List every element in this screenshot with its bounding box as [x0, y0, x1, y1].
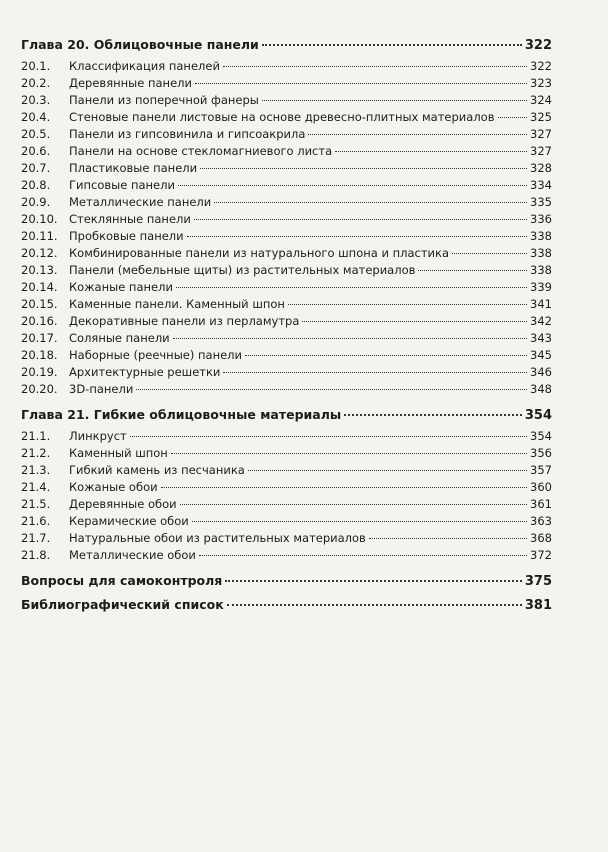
- toc-section-row: [21, 92, 552, 109]
- section-number: 20.15.: [21, 297, 58, 311]
- toc-section-row: [21, 58, 552, 75]
- section-number: 21.8.: [21, 548, 51, 562]
- dot-leader: [498, 117, 528, 118]
- section-number: 20.11.: [21, 229, 58, 243]
- section-number: 20.2.: [21, 76, 51, 90]
- section-title: Линкруст: [69, 429, 127, 443]
- dot-leader: [452, 253, 527, 254]
- section-number: 20.18.: [21, 348, 58, 362]
- toc-section-row: [21, 296, 552, 313]
- section-page-number: 372: [530, 548, 552, 562]
- dot-leader: [192, 521, 527, 522]
- section-page-number: 324: [530, 93, 552, 107]
- section-title: Керамические обои: [69, 514, 189, 528]
- dot-leader: [130, 436, 527, 437]
- toc-section-row: [21, 462, 552, 479]
- toc-section-row: [21, 479, 552, 496]
- section-number: 21.3.: [21, 463, 51, 477]
- dot-leader: [194, 219, 527, 220]
- section-page-number: 354: [530, 429, 552, 443]
- dot-leader: [225, 580, 522, 582]
- section-title: Кожаные обои: [69, 480, 158, 494]
- section-number: 21.6.: [21, 514, 51, 528]
- toc-section-row: [21, 530, 552, 547]
- toc-section-row: [21, 330, 552, 347]
- section-page-number: 327: [530, 127, 552, 141]
- dot-leader: [227, 604, 522, 606]
- dot-leader: [176, 287, 527, 288]
- section-number: 21.7.: [21, 531, 51, 545]
- section-number: 20.20.: [21, 382, 58, 396]
- section-title: Декоративные панели из перламутра: [69, 314, 300, 328]
- toc-section-row: [21, 381, 552, 398]
- toc-section-row: [21, 513, 552, 530]
- chapter-title: Глава 20. Облицовочные панели: [21, 37, 259, 52]
- section-number: 20.6.: [21, 144, 51, 158]
- toc-section-row: [21, 126, 552, 143]
- section-title: Стеклянные панели: [69, 212, 191, 226]
- section-number: 20.8.: [21, 178, 51, 192]
- table-of-contents: [21, 34, 552, 616]
- section-number: 20.14.: [21, 280, 58, 294]
- section-page-number: 363: [530, 514, 552, 528]
- section-page-number: 328: [530, 161, 552, 175]
- section-page-number: 338: [530, 263, 552, 277]
- toc-section-row: [21, 245, 552, 262]
- section-page-number: 342: [530, 314, 552, 328]
- toc-section-row: [21, 428, 552, 445]
- toc-section-row: [21, 547, 552, 564]
- section-title: Наборные (реечные) панели: [69, 348, 242, 362]
- section-number: 21.5.: [21, 497, 51, 511]
- section-page-number: 346: [530, 365, 552, 379]
- toc-section-row: [21, 177, 552, 194]
- section-page-number: 356: [530, 446, 552, 460]
- chapter-21-sections: [21, 428, 552, 564]
- section-number: 21.2.: [21, 446, 51, 460]
- dot-leader: [171, 453, 527, 454]
- section-page-number: 343: [530, 331, 552, 345]
- section-number: 20.17.: [21, 331, 58, 345]
- section-page-number: 348: [530, 382, 552, 396]
- section-title: Пластиковые панели: [69, 161, 198, 175]
- toc-section-row: [21, 194, 552, 211]
- dot-leader: [136, 389, 527, 390]
- section-number: 20.9.: [21, 195, 51, 209]
- toc-section-row: [21, 496, 552, 513]
- section-page-number: 327: [530, 144, 552, 158]
- section-title: Соляные панели: [69, 331, 170, 345]
- section-title: Деревянные обои: [69, 497, 177, 511]
- toc-section-row: [21, 143, 552, 160]
- section-number: 20.12.: [21, 246, 58, 260]
- toc-section-row: [21, 364, 552, 381]
- dot-leader: [308, 134, 527, 135]
- section-page-number: 335: [530, 195, 552, 209]
- toc-section-row: [21, 445, 552, 462]
- section-title: Металлические панели: [69, 195, 212, 209]
- section-title: Пробковые панели: [69, 229, 184, 243]
- toc-chapter-20: [21, 34, 552, 56]
- section-page-number: 361: [530, 497, 552, 511]
- section-title: Натуральные обои из растительных материалов: [69, 531, 366, 545]
- dot-leader: [418, 270, 527, 271]
- section-page-number: 345: [530, 348, 552, 362]
- chapter-page-number: 322: [524, 38, 552, 53]
- section-page-number: 334: [530, 178, 552, 192]
- dot-leader: [369, 538, 527, 539]
- dot-leader: [173, 338, 527, 339]
- dot-leader: [302, 321, 527, 322]
- section-title: Каменный шпон: [69, 446, 168, 460]
- chapter-20-sections: [21, 58, 552, 398]
- section-page-number: 341: [530, 297, 552, 311]
- bibliography-page-number: 381: [524, 598, 552, 613]
- section-number: 20.19.: [21, 365, 58, 379]
- section-number: 20.7.: [21, 161, 51, 175]
- section-title: Металлические обои: [69, 548, 196, 562]
- section-page-number: 336: [530, 212, 552, 226]
- section-title: Гипсовые панели: [69, 178, 175, 192]
- section-number: 20.1.: [21, 59, 51, 73]
- section-page-number: 338: [530, 229, 552, 243]
- section-title: 3D-панели: [69, 382, 134, 396]
- dot-leader: [248, 470, 527, 471]
- section-title: Панели на основе стекломагниевого листа: [69, 144, 333, 158]
- section-title: Стеновые панели листовые на основе древесно-плитных материалов: [69, 110, 495, 124]
- dot-leader: [288, 304, 527, 305]
- toc-section-row: [21, 160, 552, 177]
- dot-leader: [245, 355, 527, 356]
- section-page-number: 323: [530, 76, 552, 90]
- dot-leader: [187, 236, 527, 237]
- section-page-number: 322: [530, 59, 552, 73]
- dot-leader: [262, 100, 527, 101]
- toc-questions: [21, 570, 552, 592]
- section-number: 20.13.: [21, 263, 58, 277]
- section-number: 20.16.: [21, 314, 58, 328]
- section-title: Кожаные панели: [69, 280, 173, 294]
- section-title: Панели (мебельные щиты) из растительных материалов: [69, 263, 416, 277]
- dot-leader: [199, 555, 527, 556]
- questions-page-number: 375: [524, 574, 552, 589]
- dot-leader: [223, 66, 527, 67]
- section-page-number: 360: [530, 480, 552, 494]
- dot-leader: [262, 44, 522, 46]
- section-number: 20.4.: [21, 110, 51, 124]
- section-title: Комбинированные панели из натурального шпона и пластика: [69, 246, 449, 260]
- section-page-number: 325: [530, 110, 552, 124]
- section-number: 20.3.: [21, 93, 51, 107]
- toc-section-row: [21, 347, 552, 364]
- section-number: 20.5.: [21, 127, 51, 141]
- toc-section-row: [21, 279, 552, 296]
- section-page-number: 338: [530, 246, 552, 260]
- section-number: 20.10.: [21, 212, 58, 226]
- toc-section-row: [21, 109, 552, 126]
- dot-leader: [214, 202, 527, 203]
- section-title: Архитектурные решетки: [69, 365, 221, 379]
- dot-leader: [195, 83, 527, 84]
- toc-section-row: [21, 228, 552, 245]
- dot-leader: [161, 487, 527, 488]
- dot-leader: [180, 504, 527, 505]
- section-page-number: 357: [530, 463, 552, 477]
- toc-section-row: [21, 211, 552, 228]
- toc-section-row: [21, 75, 552, 92]
- section-page-number: 339: [530, 280, 552, 294]
- dot-leader: [178, 185, 527, 186]
- section-number: 21.1.: [21, 429, 51, 443]
- section-number: 21.4.: [21, 480, 51, 494]
- questions-title: Вопросы для самоконтроля: [21, 573, 223, 588]
- toc-bibliography: [21, 594, 552, 616]
- section-title: Каменные панели. Каменный шпон: [69, 297, 285, 311]
- dot-leader: [335, 151, 527, 152]
- toc-chapter-21: [21, 404, 552, 426]
- chapter-page-number: 354: [524, 408, 552, 423]
- section-title: Гибкий камень из песчаника: [69, 463, 245, 477]
- dot-leader: [200, 168, 527, 169]
- dot-leader: [223, 372, 527, 373]
- section-title: Панели из поперечной фанеры: [69, 93, 259, 107]
- section-title: Классификация панелей: [69, 59, 220, 73]
- dot-leader: [344, 414, 522, 416]
- section-title: Деревянные панели: [69, 76, 192, 90]
- toc-section-row: [21, 262, 552, 279]
- section-title: Панели из гипсовинила и гипсоакрила: [69, 127, 306, 141]
- toc-section-row: [21, 313, 552, 330]
- bibliography-title: Библиографический список: [21, 597, 224, 612]
- chapter-title: Глава 21. Гибкие облицовочные материалы: [21, 407, 342, 422]
- section-page-number: 368: [530, 531, 552, 545]
